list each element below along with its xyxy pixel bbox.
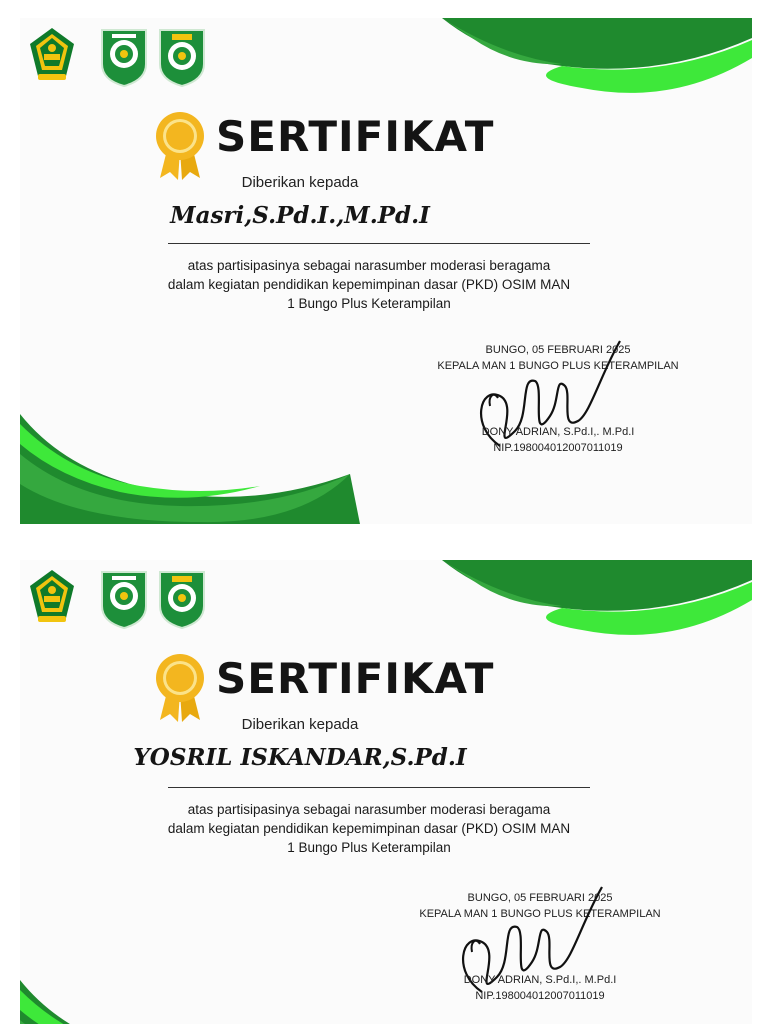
certificate-description	[138, 800, 600, 857]
description-line: dalam kegiatan pendidikan kepemimpinan dasar (PKD) OSIM MAN	[167, 277, 571, 292]
signer-name: DONY ADRIAN, S.Pd.I,. M.Pd.I	[463, 974, 617, 986]
osim-logo	[156, 24, 208, 88]
certificate-description	[138, 256, 600, 313]
description-line: 1 Bungo Plus Keterampilan	[287, 296, 451, 311]
top-right-green-wave	[412, 560, 752, 660]
osim-logo	[156, 566, 208, 630]
name-underline	[168, 243, 590, 244]
signer-position: KEPALA MAN 1 BUNGO PLUS KETERAMPILAN	[419, 908, 661, 920]
gold-medal-icon	[152, 110, 208, 180]
gold-medal-icon	[152, 652, 208, 722]
certificate-title: SERTIFIKAT	[216, 654, 495, 703]
description-line: atas partisipasinya sebagai narasumber moderasi beragama	[187, 802, 551, 817]
top-right-green-wave	[412, 18, 752, 118]
bottom-left-green-wave	[20, 414, 360, 524]
signer-block	[392, 972, 688, 1004]
certificate-card	[20, 18, 752, 524]
recipient-name: Masri,S.Pd.I.,M.Pd.I	[170, 202, 430, 229]
place-date: BUNGO, 05 FEBRUARI 2025	[467, 892, 613, 904]
description-line: dalam kegiatan pendidikan kepemimpinan dasar (PKD) OSIM MAN	[167, 821, 571, 836]
description-line: atas partisipasinya sebagai narasumber moderasi beragama	[187, 258, 551, 273]
given-to-label: Diberikan kepada	[241, 716, 359, 733]
signer-nip: NIP.198004012007011019	[475, 990, 605, 1002]
certificate-title: SERTIFIKAT	[216, 112, 495, 161]
kemenag-logo	[26, 566, 78, 630]
signer-name: DONY ADRIAN, S.Pd.I,. M.Pd.I	[481, 426, 635, 438]
kemenag-logo	[26, 24, 78, 88]
madrasah-logo	[98, 566, 150, 630]
name-underline	[168, 787, 590, 788]
given-to-label: Diberikan kepada	[241, 174, 359, 191]
certificate-card	[20, 560, 752, 1024]
signer-nip: NIP.198004012007011019	[493, 442, 623, 454]
signer-block	[410, 424, 706, 456]
description-line: 1 Bungo Plus Keterampilan	[287, 840, 451, 855]
madrasah-logo	[98, 24, 150, 88]
bottom-left-green-wave	[20, 980, 360, 1024]
recipient-name: YOSRIL ISKANDAR,S.Pd.I	[133, 744, 467, 771]
signer-position: KEPALA MAN 1 BUNGO PLUS KETERAMPILAN	[437, 360, 679, 372]
place-date: BUNGO, 05 FEBRUARI 2025	[485, 344, 631, 356]
